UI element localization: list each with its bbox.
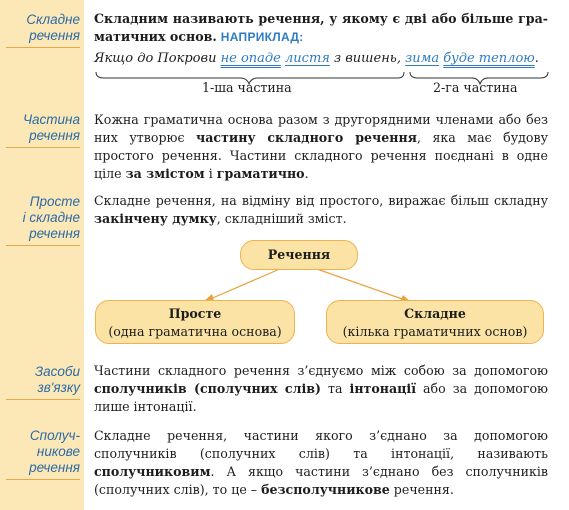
definition-bold: частину складного речення <box>196 130 417 145</box>
definition-text: речення. <box>389 482 454 497</box>
definition-text: або за допомогою лише інтонації. <box>94 381 548 414</box>
term-line: речення <box>29 128 80 143</box>
definition-text: . А якщо частини з’єднано без сполучників (сполучних слів), то це – <box>94 464 548 497</box>
subject-word: зима <box>405 51 440 66</box>
term-line: зв'язку <box>37 380 80 395</box>
definition-bold: за змістом <box>125 166 205 181</box>
arrow-line-right <box>314 268 405 300</box>
node-title: Складне <box>404 306 466 321</box>
term-line: Засоби <box>34 364 80 379</box>
term-divider <box>6 399 80 400</box>
predicate-word: буде теплою <box>443 51 535 66</box>
node-title: Просте <box>168 306 222 321</box>
arrow-line-left <box>208 268 282 300</box>
term-line: речення <box>29 460 80 475</box>
diagram-node-sentence <box>240 240 358 270</box>
term-line: речення <box>29 226 80 241</box>
example-label: НАПРИКЛАД: <box>220 30 304 44</box>
term-line: никове <box>36 444 80 459</box>
subject-word: листя <box>285 51 330 66</box>
example-text: з вишень, <box>329 51 406 66</box>
term-conjunctive-sentence <box>0 428 80 480</box>
part-2-label: 2-га частина <box>433 80 518 95</box>
definition-bold: сполучників (сполучних слів) <box>94 381 321 396</box>
definition-bold: безсполучникове <box>261 482 390 497</box>
term-line: Частина <box>22 112 80 127</box>
term-line: речення <box>29 28 80 43</box>
definition-bold: інтонації <box>349 381 416 396</box>
diagram-node-simple <box>95 300 295 344</box>
part-1-label: 1-ша частина <box>202 80 292 95</box>
definition-text: , складніший зміст. <box>216 211 347 226</box>
node-subtitle: (кілька граматичних основ) <box>342 324 528 339</box>
definition-text: Складне речення, частини якого з’єднано за допомогою сполучників (сполучних слів) та інтонації, називають <box>94 428 548 461</box>
definition-text: Кожна граматична основа разом з другорядними членами або без них утворює <box>94 112 548 145</box>
term-line: і складне <box>22 210 80 225</box>
term-line: Сполуч- <box>29 428 80 443</box>
node-subtitle: (одна граматична основа) <box>108 324 282 339</box>
definition-bold: закінчену думку <box>94 211 217 226</box>
definition-bold: сполучниковим <box>94 464 211 479</box>
diagram-node-complex <box>326 300 544 344</box>
definition-connection-means <box>94 362 548 416</box>
definition-text: і <box>204 166 217 181</box>
definition-text: . <box>304 166 309 181</box>
definition-text: Частини складного речення з’єднуємо між собою за допомогою <box>94 363 548 378</box>
definition-bold: граматично <box>216 166 305 181</box>
term-line: Просте <box>29 194 80 209</box>
predicate-word: не опаде <box>220 51 281 66</box>
definition-text: Складним називають речення, у якому є дві або більше гра-матичних основ. <box>94 11 548 44</box>
definition-text: , яка має будову простого речення. Частини складного речення поєднані в одне ціле <box>94 130 548 181</box>
term-connection-means <box>0 364 80 400</box>
node-title: Речення <box>267 247 331 262</box>
example-text: Якщо до Покрови <box>94 51 221 66</box>
definition-conjunctive-sentence <box>94 427 548 499</box>
definition-text: Складне речення, на відміну від простого, виражає більш складну <box>94 193 548 208</box>
term-line: Складне <box>26 12 80 27</box>
term-divider <box>6 479 80 480</box>
definition-text: та <box>320 381 350 396</box>
example-text: . <box>534 51 539 66</box>
